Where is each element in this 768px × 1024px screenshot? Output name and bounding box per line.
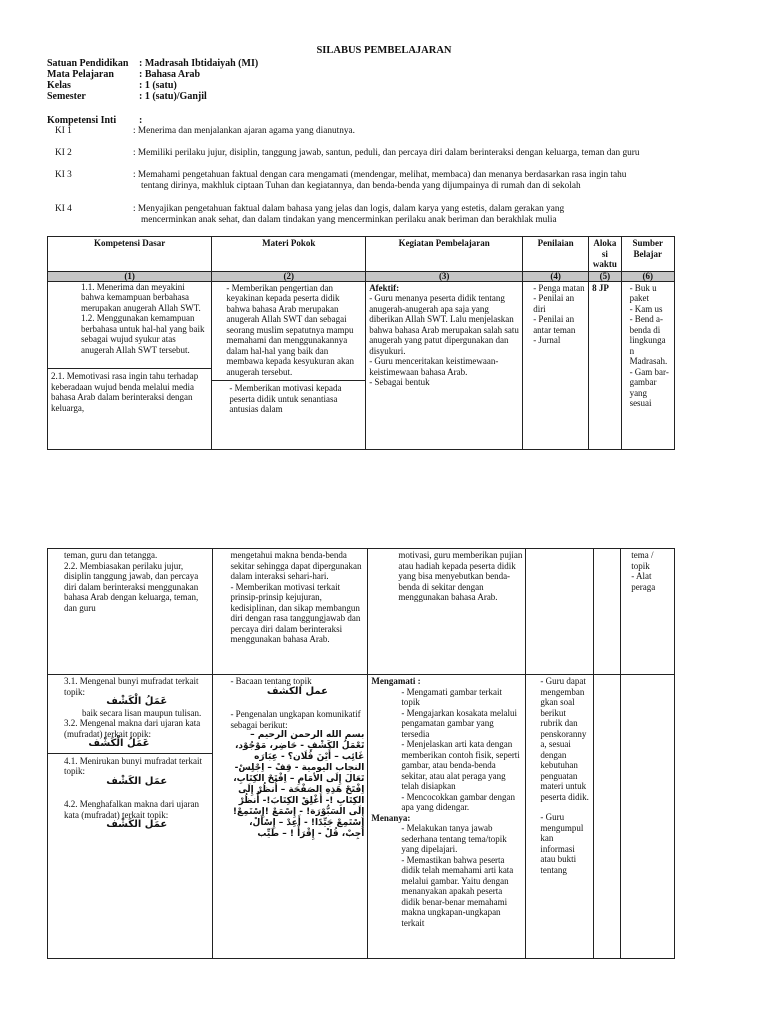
col-number: (5) [589,271,621,281]
meta-label: Satuan Pendidikan [47,58,129,69]
kd-group-4 [48,753,212,831]
ki-code: KI 4 [55,204,72,214]
materi-item: - Memberikan pengertian dan keyakinan kepada peserta didik bahwa bahasa Arab merupakan anugerah Allah SWT dan sebagai seorang muslim sepatutnya mampu memahami dan menggunakannya dalam hal-hal yang baik dan membawa kepada kesyukuran akan anugerah tersebut. [226,282,355,377]
kegiatan-item: - Mencocokkan gambar dengan apa yang didengar. [401,791,516,812]
kegiatan-item: motivasi, guru memberikan pujian atau hadiah kepada peserta didik yang bisa menyebutkan benda-benda di sekitar dengan menggunakan bahasa Arab. [398,550,523,602]
kd-cell [48,281,212,449]
materi-cell [213,675,368,959]
kd-item: 1.1. Menerima dan meyakini bahwa kemampuan berbahasa merupakan anugerah Allah SWT. [81,281,201,313]
ki-text: : Memahami pengetahuan faktual dengan cara mengamati (mendengar, melihat, membaca) dan menanya berdasarkan rasa ingin tahu tentang dirinya, makhluk ciptaan Tuhan dan kegiatannya, dan benda-benda yang dijumpainya di rumah dan di sekolah [133,170,627,191]
materi-item: - Bacaan tentang topik [230,676,312,686]
header-kegiatan: Kegiatan Pembelajaran [366,237,523,272]
materi-item: - Memberikan motivasi terkait prinsip-prinsip kejujuran, kedisiplinan, dan sikap membangun diri dengan rasa tanggungjawab dan percaya diri dalam berinteraksi menggunakan bahasa Arab. [230,581,361,644]
kd-item: 1.2. Menggunakan kemampuan berbahasa untuk hal-hal yang baik sebagai wujud syukur atas anugerah Allah SWT tersebut. [81,313,205,355]
table-header-row [48,237,675,272]
ki-text: : Memiliki perilaku jujur, disiplin, tanggung jawab, santun, peduli, dan percaya diri dalam berinteraksi dengan keluarga, teman dan guru [133,148,640,158]
materi-item: mengetahui makna benda-benda sekitar sehingga dapat dipergunakan dalam interaksi sehari-hari. [230,550,362,581]
meta-row-kelas [47,80,177,91]
sumber-cell [621,549,675,675]
kd-item: 3.2. Mengenal makna dari ujaran kata (mufradat) terkait topik: [64,718,201,739]
meta-value: : Bahasa Arab [139,69,201,80]
header-penilaian: Penilaian [523,237,589,272]
meta-value: : 1 (satu) [139,80,177,91]
penilaian-item: - Jurnal [533,335,561,345]
materi-cell [212,281,366,449]
ki-text: : Menyajikan pengetahuan faktual dalam bahasa yang jelas dan logis, dalam karya yang estetis, dalam gerakan yang mencerminkan anak sehat, dan dalam tindakan yang mencerminkan perilaku anak beriman dan berakhlak mulia [133,204,565,225]
kegiatan-cell [368,675,526,959]
alokasi-cell: 8 JP [589,281,621,449]
kegiatan-item: - Guru menceritakan keistimewaan- keistimewaan bahasa Arab. [369,356,499,377]
kd-arabic-term: عَمَلُ الْكَشْف [88,738,150,749]
meta-value: : 1 (satu)/Ganjil [139,91,207,102]
meta-row-semester [47,91,207,102]
col-number: (3) [366,271,523,281]
ki-row-1 [55,126,655,137]
penilaian-cell [523,281,589,449]
kd-arabic-term: عمَل الكَشْف [106,775,168,787]
kegiatan-item: - Mengajarkan kosakata melalui pengamatan gambar yang tersedia [401,707,518,739]
ki-row-4 [55,204,615,226]
table-row [48,675,675,959]
materi-item: - Pengenalan ungkapan komunikatif sebagai berikut: [230,709,361,730]
kd-item: 4.2. Menghafalkan makna dari ujaran kata (mufradat) terkait topik: [64,799,199,820]
meta-label: Kelas [47,80,71,91]
meta-row-satuan [47,58,258,69]
penilaian-item: - Penilai an antar teman [533,314,576,335]
page-title: SILABUS PEMBELAJARAN [316,45,452,56]
kegiatan-item: - Guru menanya peserta didik tentang anugerah-anugerah apa saja yang diberikan Allah SWT. Lalu menjelaskan bahwa bahasa Arab merupakan salah satu anugerah yang patut dipergunakan dan disyukuri. [369,293,519,356]
sumber-item: tema / topik [631,550,654,571]
kd-cell [48,549,213,675]
kd-item: baik secara lisan maupun tulisan. [82,707,202,718]
sumber-cell [621,675,675,959]
kegiatan-item: - Mengamati gambar terkait topik [401,686,503,707]
kd-item: teman, guru dan tetangga. [64,550,158,560]
ki-heading-colon: : [139,115,143,126]
ki-code: KI 2 [55,148,72,158]
penilaian-item: - Guru dapat mengemban gkan soal berikut rubrik dan penskoranny a, sesuai dengan kebutuhan penguatan materi untuk peserta didik. [540,676,589,802]
kegiatan-item: - Melakukan tanya jawab sederhana tentang tema/topik yang dipelajari. [401,823,507,854]
sumber-item: - Gam bar-gambar yang sesuai [629,366,669,408]
table-row [48,549,675,675]
kd-item: 3.1. Mengenal bunyi mufradat terkait topik: [64,676,199,697]
materi-cell [213,549,368,675]
kd-item: 2.1. Memotivasi rasa ingin tahu terhadap keberadaan wujud benda melalui media bahasa Arab dalam berinteraksi dengan keluarga, [48,368,211,413]
col-number: (6) [621,271,674,281]
kegiatan-cell [366,281,523,449]
header-alokasi: Aloka si waktu [589,237,621,272]
header-materi-pokok: Materi Pokok [212,237,366,272]
ki-row-2 [55,148,655,159]
materi-item: - Memberikan motivasi kepada peserta didik untuk senantiasa antusias dalam [212,380,365,415]
ki-code: KI 1 [55,126,72,136]
ki-text: : Menerima dan menjalankan ajaran agama yang dianutnya. [133,126,355,136]
materi-arabic-phrases: بسم الله الرحمن الرحيم – تَعْمَلُ الكَشْفِ - حَاضِر، مَوْجُوْد، غَائِب – أَيْنَ فُلَان؟ - عِبَارَه النجاب اليومية - قِفْ – اِجْلِسْ- تَعَالَ إِلَى الأمَامِ – اِفْتَحْ الكِتَابِ، اِفْتَحْ هَذِهِ الصَفْحَة – أُنظُرْ إِلَى الكِتَابِ !- أَغْلِقْ الكِتَابَ!- أُنظُرْ إِلَى السَبُّوْرَة! - إِسْمَعْ !إِسْتَمِعْ! إِسْتَمِعْ جَيِّدًا! - أَعِدْ – إِسْأَلْ، أَجِبْ، قُلْ - إِقْرَأْ ! – طَيِّب [232,730,365,839]
syllabus-table-page1 [47,236,675,450]
alokasi-cell [593,675,620,959]
menanya-heading: Menanya: [371,812,411,823]
sumber-item: - Alat peraga [631,571,656,592]
meta-value: : Madrasah Ibtidaiyah (MI) [139,58,259,69]
ki-code: KI 3 [55,170,72,180]
col-number: (2) [212,271,366,281]
sumber-item: - Bend a-benda di lingkunga n Madrasah. [629,314,668,366]
ki-heading-label: Kompetensi Inti [47,115,117,126]
kegiatan-item: - Menjelaskan arti kata dengan memberikan contoh fisik, seperti gambar, atau benda-benda sekitar, atau alat peraga yang telah disiapkan [401,739,520,791]
meta-row-mapel [47,69,200,80]
sumber-item: - Kam us [629,303,663,314]
mengamati-heading: Mengamati : [371,676,421,686]
meta-label: Semester [47,91,86,102]
penilaian-cell [526,675,593,959]
kegiatan-item: - Sebagai bentuk [369,377,430,387]
materi-arabic-term: عمل الكشف [266,685,328,697]
header-kompetensi-dasar: Kompetensi Dasar [48,237,212,272]
kd-item: 4.1. Menirukan bunyi mufradat terkait topik: [64,755,202,776]
meta-label: Mata Pelajaran [47,69,114,80]
kd-cell [48,675,213,959]
sumber-cell [621,281,674,449]
column-number-row [48,271,675,281]
alokasi-cell [593,549,620,675]
table-row [48,281,675,449]
syllabus-table-page2 [47,548,675,959]
penilaian-item: - Guru mengumpul kan informasi atau bukti tentang [540,812,584,875]
penilaian-cell [526,549,593,675]
kd-arabic-term: عمَل الكَشْف [106,819,168,830]
kegiatan-item: - Memastikan bahwa peserta didik telah memahami arti kata melalui gambar. Yaitu dengan menanyakan apakah peserta didik benar-benar memahami makna ungkapan-ungkapan terkait [401,854,514,928]
col-number: (4) [523,271,589,281]
penilaian-item: - Penga matan [533,282,585,293]
ki-heading [47,115,143,126]
penilaian-item: - Penilai an diri [533,293,575,314]
kegiatan-heading: Afektif: [369,282,400,293]
kegiatan-cell [368,549,526,675]
sumber-item: - Buk u paket [629,282,657,303]
col-number: (1) [48,271,212,281]
kd-item: 2.2. Membiasakan perilaku jujur, disiplin tanggung jawab, dan percaya diri dalam berinteraksi menggunakan bahasa Arab dengan keluarga, teman, dan guru [64,560,199,613]
kd-arabic-term: عَمَلُ الْكَشْف [106,696,168,707]
ki-row-3 [55,170,635,192]
header-sumber: Sumber Belajar [621,237,674,272]
